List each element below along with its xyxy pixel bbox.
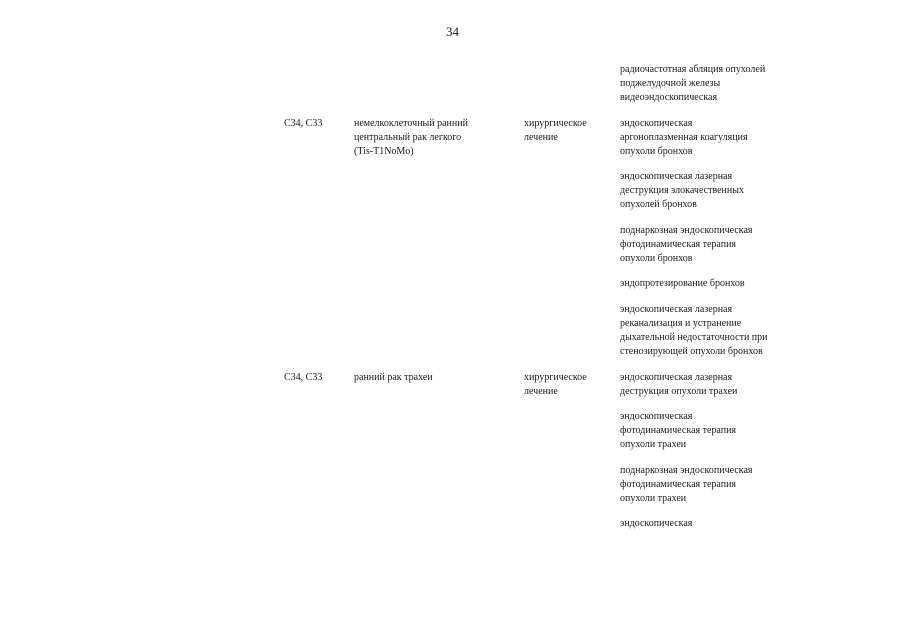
row-1-method-2: [620, 170, 820, 212]
method-line: эндоскопическая: [620, 118, 693, 129]
method-line: фотодинамическая терапия: [620, 425, 737, 436]
row-1-method-3: [620, 224, 820, 266]
diagnosis-line: ранний рак трахеи: [354, 372, 433, 383]
row-1-method-5: [620, 303, 820, 359]
row-1-diagnosis: [354, 117, 514, 159]
method-line: дыхательной недостаточности при: [620, 332, 768, 343]
method-line: эндопротезирование бронхов: [620, 278, 745, 289]
row-2-method-3: [620, 464, 820, 506]
method-line: эндоскопическая лазерная: [620, 372, 733, 383]
row-2-treatment: [524, 371, 614, 399]
method-line: реканализация и устранение: [620, 318, 742, 329]
method-line: аргоноплазменная коагуляция: [620, 132, 748, 143]
method-line: эндоскопическая: [620, 518, 693, 529]
diagnosis-line: (Tis-T1NoMo): [354, 146, 414, 157]
method-line: эндоскопическая лазерная: [620, 304, 733, 315]
row-2-method-2: [620, 410, 820, 452]
method-line: видеоэндоскопическая: [620, 92, 718, 103]
page-number: 34: [446, 24, 459, 39]
method-line: фотодинамическая терапия: [620, 239, 737, 250]
method-line: опухоли бронхов: [620, 146, 693, 157]
row-1-method-4: [620, 277, 820, 291]
treatment-line: лечение: [524, 386, 558, 397]
row-2-diagnosis: [354, 371, 514, 385]
diagnosis-line: центральный рак легкого: [354, 132, 462, 143]
treatment-line: хирургическое: [524, 372, 587, 383]
method-line: радиочастотная абляция опухолей: [620, 64, 766, 75]
method-line: опухоли бронхов: [620, 253, 693, 264]
row-2-method-1: [620, 371, 820, 399]
method-line: опухоли трахеи: [620, 493, 687, 504]
method-line: деструкция злокачественных: [620, 185, 744, 196]
continued-method-block: [620, 63, 820, 105]
method-line: опухоли трахеи: [620, 439, 687, 450]
row-1-method-1: [620, 117, 820, 159]
method-line: поднаркозная эндоскопическая: [620, 465, 753, 476]
method-line: деструкция опухоли трахеи: [620, 386, 738, 397]
method-line: фотодинамическая терапия: [620, 479, 737, 490]
method-line: опухолей бронхов: [620, 199, 697, 210]
method-line: поднаркозная эндоскопическая: [620, 225, 753, 236]
row-1-treatment: [524, 117, 614, 145]
row-2-code: C34, C33: [284, 372, 323, 383]
treatment-line: хирургическое: [524, 118, 587, 129]
row-1-code: C34, C33: [284, 118, 323, 129]
method-line: стенозирующей опухоли бронхов: [620, 346, 763, 357]
diagnosis-line: немелкоклеточный ранний: [354, 118, 468, 129]
row-2-method-4: [620, 517, 820, 531]
method-line: эндоскопическая: [620, 411, 693, 422]
method-line: поджелудочной железы: [620, 78, 721, 89]
treatment-line: лечение: [524, 132, 558, 143]
method-line: эндоскопическая лазерная: [620, 171, 733, 182]
